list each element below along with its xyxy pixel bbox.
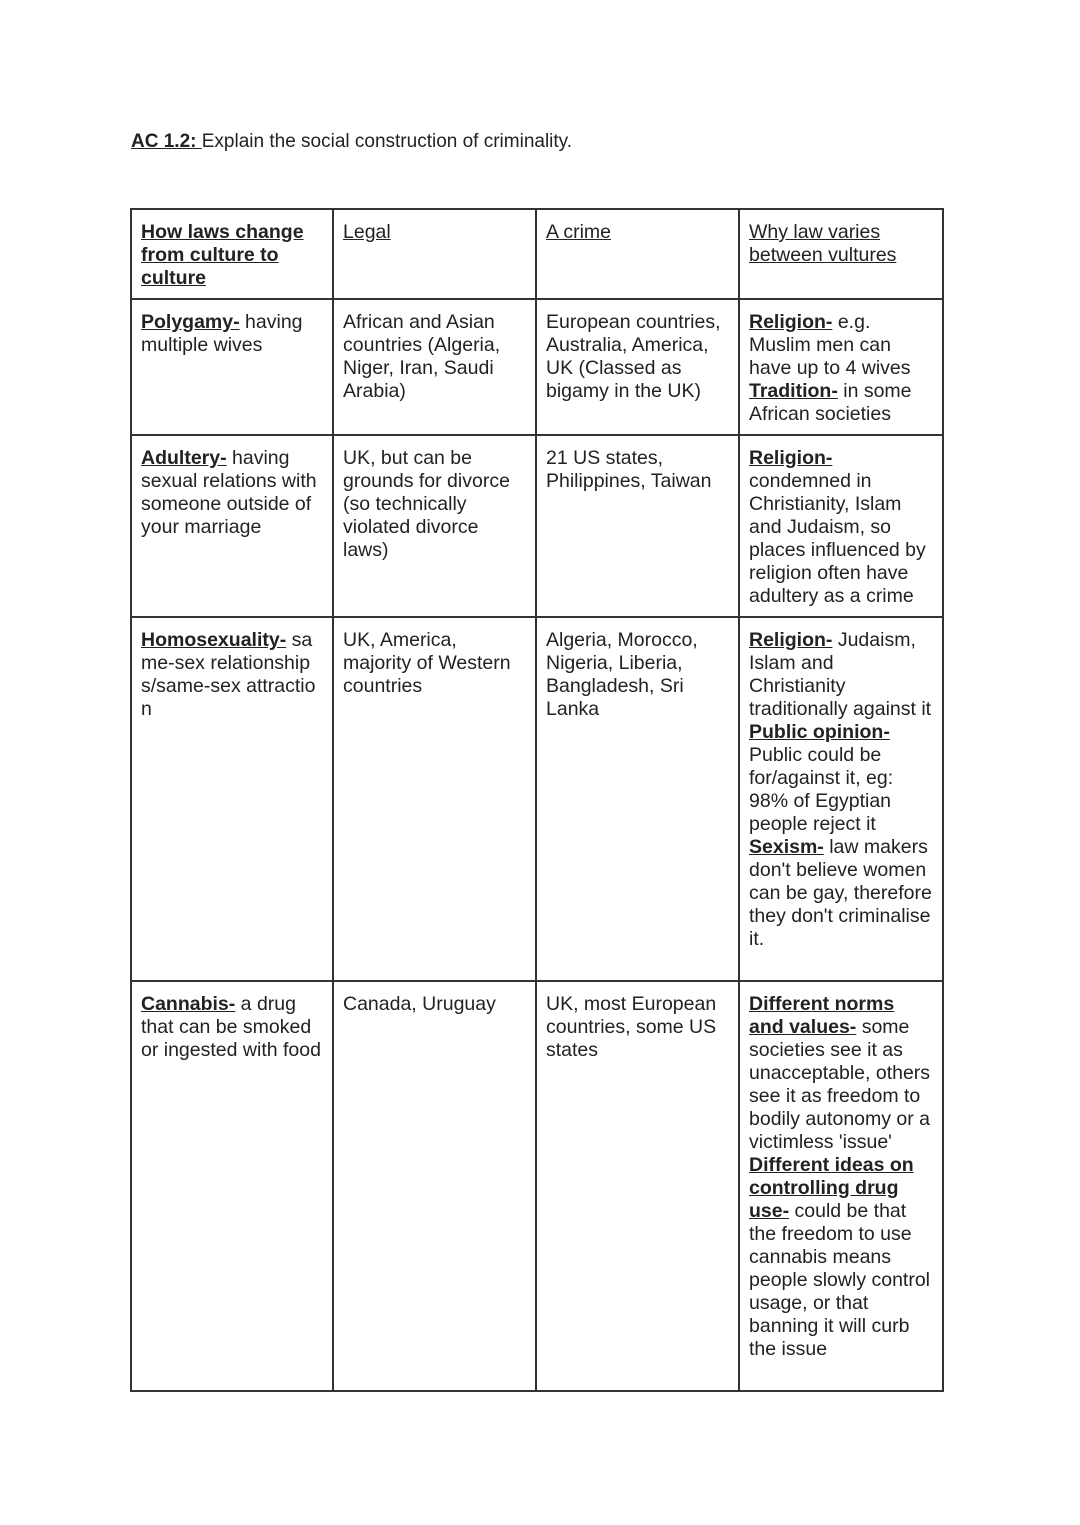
row-topic-adultery: Adultery- having sexual relations with someone outside of your marriage bbox=[131, 435, 333, 617]
row-crime: 21 US states, Philippines, Taiwan bbox=[536, 435, 739, 617]
row-topic-cannabis: Cannabis- a drug that can be smoked or ingested with food bbox=[131, 981, 333, 1391]
table-row bbox=[131, 299, 943, 435]
row-reasons: Different norms and values- some societies see it as unacceptable, others see it as freedom to bodily autonomy or a victimless 'issue' Different ideas on controlling drug use- could be that the freedom to use cannabis means people slowly control usage, or that banning it will curb the issue bbox=[739, 981, 943, 1391]
table-row bbox=[131, 435, 943, 617]
row-reasons: Religion- condemned in Christianity, Islam and Judaism, so places influenced by religion often have adultery as a crime bbox=[739, 435, 943, 617]
row-crime: UK, most European countries, some US states bbox=[536, 981, 739, 1391]
row-crime: Algeria, Morocco, Nigeria, Liberia, Bangladesh, Sri Lanka bbox=[536, 617, 739, 981]
table-row bbox=[131, 617, 943, 981]
row-legal: African and Asian countries (Algeria, Niger, Iran, Saudi Arabia) bbox=[333, 299, 536, 435]
criminality-table bbox=[130, 208, 944, 1392]
header-how-laws-change: How laws change from culture to culture bbox=[131, 209, 333, 299]
row-reasons: Religion- e.g. Muslim men can have up to 4 wives Tradition- in some African societies bbox=[739, 299, 943, 435]
heading-code: AC 1.2: bbox=[131, 131, 197, 152]
row-crime: European countries, Australia, America, UK (Classed as bigamy in the UK) bbox=[536, 299, 739, 435]
row-topic-polygamy: Polygamy- having multiple wives bbox=[131, 299, 333, 435]
row-legal: UK, but can be grounds for divorce (so technically violated divorce laws) bbox=[333, 435, 536, 617]
header-legal: Legal bbox=[333, 209, 536, 299]
row-legal: UK, America, majority of Western countries bbox=[333, 617, 536, 981]
row-legal: Canada, Uruguay bbox=[333, 981, 536, 1391]
heading-text: Explain the social construction of criminality. bbox=[201, 131, 573, 152]
row-reasons: Religion- Judaism, Islam and Christianity traditionally against it Public opinion- Public could be for/against it, eg: 98% of Egyptian people reject it Sexism- law makers don't believe women can be gay, therefore they don't criminalise it. bbox=[739, 617, 943, 981]
table-header-row bbox=[131, 209, 943, 299]
page-heading bbox=[131, 131, 572, 153]
row-topic-homosexuality: Homosexuality- same-sex relationships/same-sex attraction bbox=[131, 617, 333, 981]
header-a-crime: A crime bbox=[536, 209, 739, 299]
table-row bbox=[131, 981, 943, 1391]
header-why-law-varies: Why law varies between vultures bbox=[739, 209, 943, 299]
